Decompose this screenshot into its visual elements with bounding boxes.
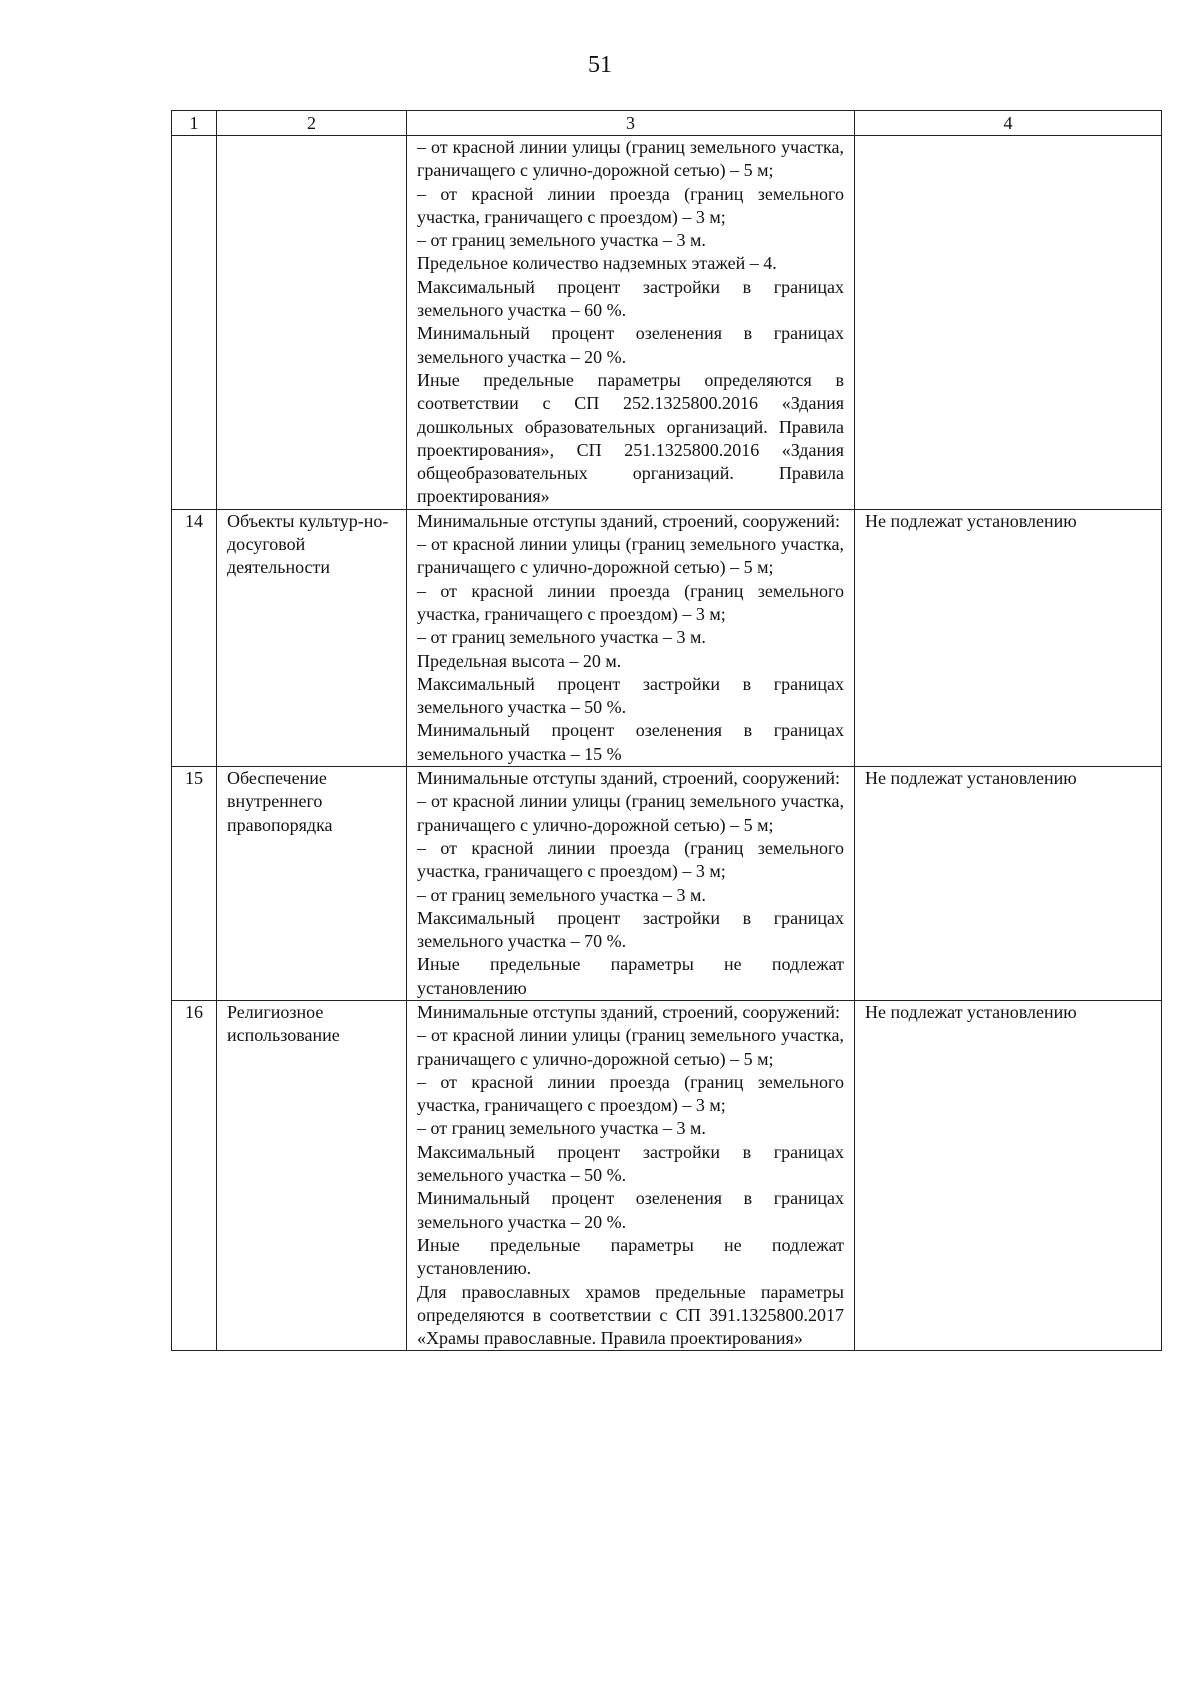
table-row [172, 1000, 1162, 1350]
parameters-cell [407, 136, 855, 510]
page-number: 51 [588, 52, 612, 78]
parameter-line: – от красной линии проезда (границ земельного участка, граничащего с проездом) – 3 м; [417, 1071, 844, 1116]
note-cell: Не подлежат установлению [855, 1000, 1162, 1350]
parameter-line: – от красной линии проезда (границ земельного участка, граничащего с проездом) – 3 м; [417, 183, 844, 227]
table-row [172, 767, 1162, 1001]
parameter-line: – от границ земельного участка – 3 м. [417, 884, 706, 905]
column-header: 4 [855, 111, 1162, 136]
parameter-line: – от красной линии улицы (границ земельного участка, граничащего с улично-дорожной сетью) – 5 м; [417, 791, 844, 835]
parameter-line: Максимальный процент застройки в границах земельного участка – 70 %. [417, 907, 844, 952]
land-use-name: Религиозное использование [217, 1000, 407, 1350]
parameters-cell [407, 767, 855, 1001]
note-cell: Не подлежат установлению [855, 509, 1162, 766]
parameter-line: – от красной линии улицы (границ земельного участка, граничащего с улично-дорожной сетью) – 5 м; [417, 137, 844, 181]
parameter-line: Максимальный процент застройки в границах земельного участка – 50 %. [417, 673, 844, 718]
parameter-line: Минимальный процент озеленения в границах земельного участка – 20 %. [417, 1188, 844, 1232]
parameter-line: – от границ земельного участка – 3 м. [417, 230, 706, 251]
parameter-line: Иные предельные параметры определяются в соответствии с СП 252.1325800.2016 «Здания дошкольных образовательных организаций. Правила проектирования», СП 251.1325800.2016 «Здания общеобразовательных организаций. Правила проектирования» [417, 369, 844, 507]
row-number: 14 [172, 509, 217, 766]
parameter-line: Предельная высота – 20 м. [417, 650, 622, 671]
row-number: 16 [172, 1000, 217, 1350]
note-cell: Не подлежат установлению [855, 767, 1162, 1001]
parameter-line: Минимальный процент озеленения в границах земельного участка – 15 % [417, 720, 844, 764]
land-use-name [217, 136, 407, 510]
parameter-line: Максимальный процент застройки в границах земельного участка – 60 %. [417, 276, 844, 321]
row-number: 15 [172, 767, 217, 1001]
table-row [172, 136, 1162, 510]
parameter-line: – от красной линии проезда (границ земельного участка, граничащего с проездом) – 3 м; [417, 837, 844, 882]
parameter-line: Минимальный процент озеленения в границах земельного участка – 20 %. [417, 323, 844, 367]
parameter-line: – от границ земельного участка – 3 м. [417, 1118, 706, 1139]
row-number [172, 136, 217, 510]
parameter-line: – от границ земельного участка – 3 м. [417, 627, 706, 648]
parameter-line: Иные предельные параметры не подлежат установлению. [417, 1234, 844, 1279]
parameter-line: Для православных храмов предельные параметры определяются в соответствии с СП 391.1325800.2017 «Храмы православные. Правила проектирования» [417, 1281, 844, 1349]
column-header: 2 [217, 111, 407, 136]
parameter-line: – от красной линии улицы (границ земельного участка, граничащего с улично-дорожной сетью) – 5 м; [417, 1025, 844, 1069]
parameter-line: – от красной линии проезда (границ земельного участка, граничащего с проездом) – 3 м; [417, 580, 844, 624]
parameter-line: Иные предельные параметры не подлежат установлению [417, 954, 844, 998]
parameters-cell [407, 1000, 855, 1350]
note-cell [855, 136, 1162, 510]
parameter-line: Максимальный процент застройки в границах земельного участка – 50 %. [417, 1141, 844, 1186]
parameters-cell [407, 509, 855, 766]
column-header: 3 [407, 111, 855, 136]
parameter-line: Минимальные отступы зданий, строений, сооружений: [417, 510, 841, 531]
regulations-table [171, 110, 1162, 1351]
land-use-name: Объекты культур-но-досуговой деятельности [217, 509, 407, 766]
land-use-name: Обеспечение внутреннего правопорядка [217, 767, 407, 1001]
parameter-line: Минимальные отступы зданий, строений, сооружений: [417, 1001, 841, 1022]
parameter-line: – от красной линии улицы (границ земельного участка, граничащего с улично-дорожной сетью) – 5 м; [417, 534, 844, 578]
parameter-line: Предельное количество надземных этажей – 4. [417, 253, 777, 274]
table-row [172, 509, 1162, 766]
table-header-row [172, 111, 1162, 136]
column-header: 1 [172, 111, 217, 136]
parameter-line: Минимальные отступы зданий, строений, сооружений: [417, 768, 841, 789]
